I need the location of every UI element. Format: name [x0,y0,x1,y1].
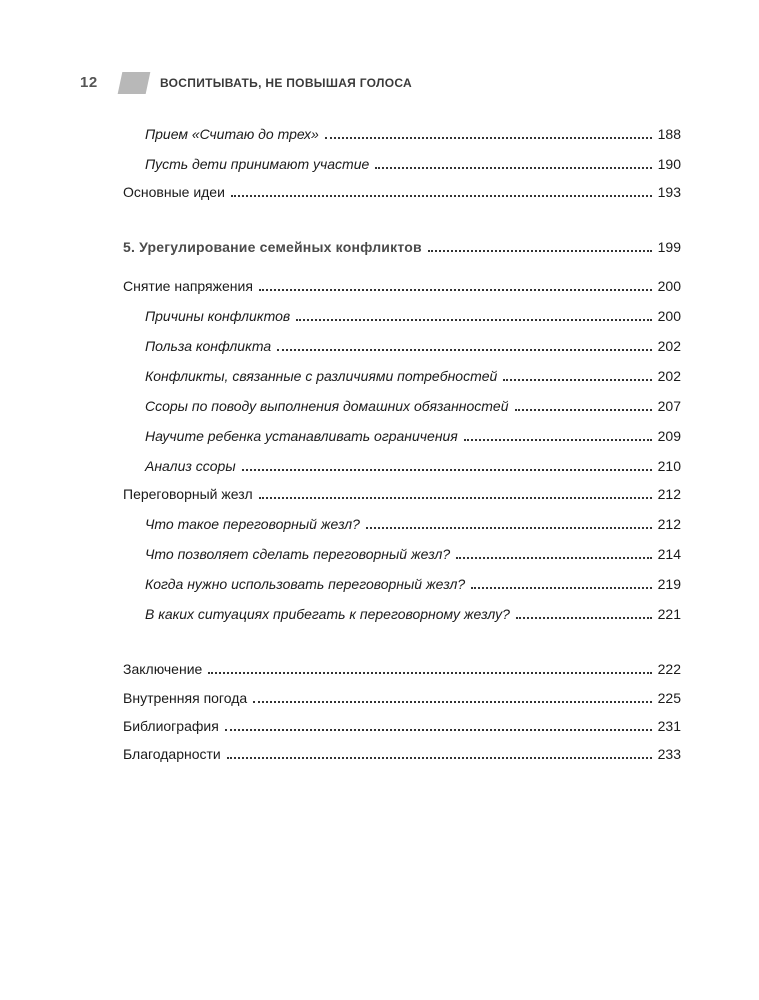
toc-entry-title: Благодарности [123,746,221,762]
toc-entry-title: Причины конфликтов [145,308,291,324]
dot-leader [516,617,652,619]
toc-entry [145,605,681,623]
toc-entry [123,745,681,763]
toc-entry [145,575,681,593]
toc-entry-title: Заключение [123,661,203,677]
toc-entry [145,545,681,563]
toc-entry-title: Основные идеи [123,184,225,200]
page-number: 12 [80,74,98,91]
dot-leader [259,289,652,291]
toc-entry-title: Анализ ссоры [145,458,236,474]
toc-entry-page: 202 [657,338,681,354]
toc-entry [145,307,681,325]
toc-entry-page: 209 [657,428,681,444]
toc-entry-page: 231 [657,718,681,734]
toc-entry [123,277,681,295]
toc-entry-title: Внутренняя погода [123,690,248,706]
toc-entry [123,485,681,503]
toc-entry-page: 200 [657,278,681,294]
dot-leader [503,379,651,381]
toc-entry-page: 188 [657,126,681,142]
toc-entry-title: Польза конфликта [145,338,272,354]
toc-entry-page: 212 [657,486,681,502]
running-header [80,72,680,96]
dot-leader [464,439,652,441]
dot-leader [227,757,652,759]
dot-leader [259,497,652,499]
dot-leader [471,587,652,589]
dot-leader [208,672,651,674]
dot-leader [375,167,651,169]
toc-entry-title: Пусть дети принимают участие [145,156,370,172]
toc-entry-page: 221 [657,606,681,622]
dot-leader [296,319,651,321]
toc-entry-title: Что такое переговорный жезл? [145,516,360,532]
toc-entry-page: 214 [657,546,681,562]
toc-entry [145,337,681,355]
dot-leader [366,527,652,529]
toc-entry-page: 190 [657,156,681,172]
toc-entry-page: 212 [657,516,681,532]
toc-entry [145,367,681,385]
toc-chapter-title: 5. Урегулирование семейных конфликтов [123,239,422,255]
running-title: ВОСПИТЫВАТЬ, НЕ ПОВЫШАЯ ГОЛОСА [160,76,412,90]
toc-entry-title: Что позволяет сделать переговорный жезл? [145,546,451,562]
toc-entry-title: Переговорный жезл [123,486,253,502]
dot-leader [231,195,652,197]
toc-entry-title: Снятие напряжения [123,278,253,294]
toc-entry-page: 219 [657,576,681,592]
toc-entry [123,689,681,707]
toc-chapter-entry [123,238,681,256]
toc-entry-page: 233 [657,746,681,762]
toc-entry-title: Когда нужно использовать переговорный жезл? [145,576,466,592]
toc-entry [123,717,681,735]
dot-leader [253,701,651,703]
toc-entry-page: 193 [657,184,681,200]
dot-leader [277,349,652,351]
toc-entry-page: 210 [657,458,681,474]
toc-entry-page: 199 [657,239,681,255]
dot-leader [325,137,652,139]
dot-leader [515,409,652,411]
toc-entry [145,427,681,445]
toc-entry-title: Конфликты, связанные с различиями потребностей [145,368,498,384]
toc-entry-title: В каких ситуациях прибегать к переговорному жезлу? [145,606,510,622]
toc-entry [123,183,681,201]
toc-entry-title: Прием «Считаю до трех» [145,126,319,142]
toc-entry [145,515,681,533]
toc-entry [123,660,681,678]
toc-entry-page: 225 [657,690,681,706]
toc-entry-page: 202 [657,368,681,384]
toc-entry-title: Научите ребенка устанавливать ограничения [145,428,458,444]
toc-entry [145,125,681,143]
dot-leader [456,557,652,559]
toc-entry-title: Библиография [123,718,219,734]
dot-leader [242,469,652,471]
header-tab-decoration [118,72,151,94]
toc-entry-title: Ссоры по поводу выполнения домашних обязанностей [145,398,509,414]
dot-leader [225,729,652,731]
toc-entry-page: 200 [657,308,681,324]
dot-leader [428,250,652,252]
toc-entry [145,155,681,173]
toc-entry [145,457,681,475]
toc-entry-page: 222 [657,661,681,677]
toc-entry [145,397,681,415]
toc-entry-page: 207 [657,398,681,414]
